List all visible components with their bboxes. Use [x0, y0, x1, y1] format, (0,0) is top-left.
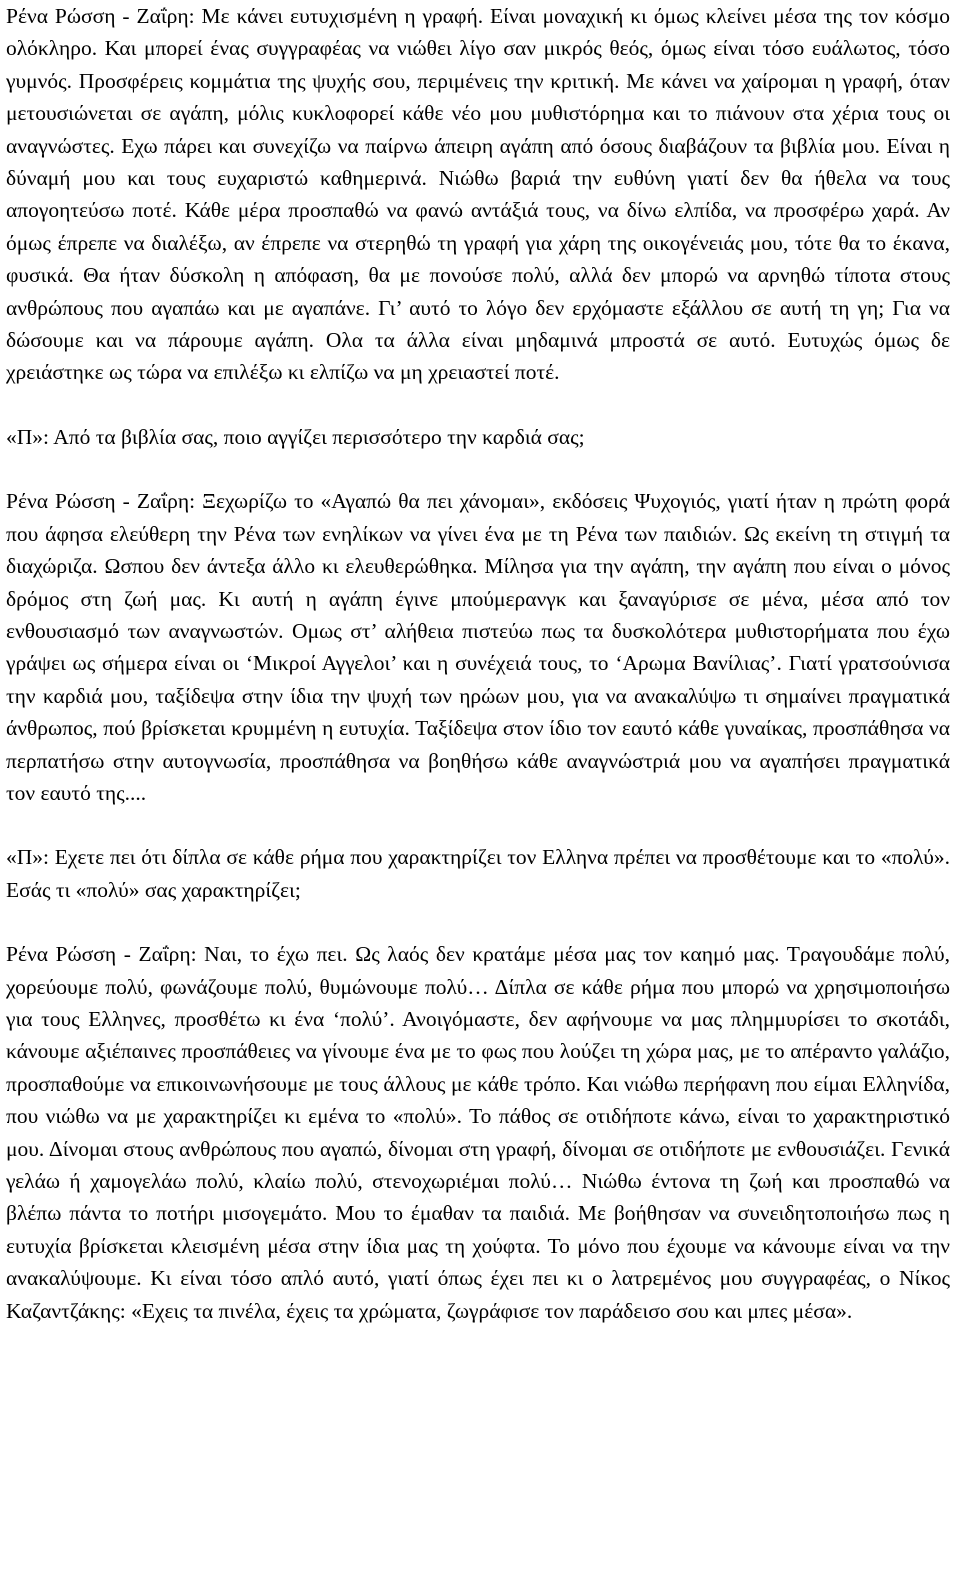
paragraph-spacer: [6, 453, 950, 485]
answer-paragraph-poly: Ρένα Ρώσση - Ζαΐρη: Ναι, το έχω πει. Ως λαός δεν κρατάμε μέσα μας τον καημό μας. Τραγουδάμε πολύ, χορεύουμε πολύ, φωνάζουμε πολύ, θυμώνουμε πολύ… Δίπλα σε κάθε ρήμα που μπορώ να χρησιμοποιήσω για τους Ελληνες, προσθέτω κι ένα ‘πολύ’. Ανοιγόμαστε, δεν αφήνουμε να μας πλημμυρίσει το σκοτάδι, κάνουμε αξιέπαινες προσπάθειες να γίνουμε ένα με το φως που λούζει τη χώρα μας, με το απέραντο γαλάζιο, προσπαθούμε να επικοινωνήσουμε με τους άλλους με κάθε τρόπο. Και νιώθω περήφανη που είμαι Ελληνίδα, που νιώθω να με χαρακτηρίζει κι εμένα το «πολύ». Το πάθος σε οτιδήποτε κάνω, είναι το χαρακτηριστικό μου. Δίνομαι στους ανθρώπους που αγαπώ, δίνομαι στη γραφή, δίνομαι σε οτιδήποτε με ενθουσιάζει. Γενικά γελάω ή χαμογελάω πολύ, κλαίω πολύ, στενοχωριέμαι πολύ… Νιώθω έντονα τη ζωή και προσπαθώ να βλέπω πάντα το ποτήρι μισογεμάτο. Μου το έμαθαν τα παιδιά. Με βοήθησαν να συνειδητοποιήσω πως η ευτυχία βρίσκεται κλεισμένη μέσα στην ίδια μας τη χούφτα. Το μόνο που έχουμε να κάνουμε είναι να την ανακαλύψουμε. Κι είναι τόσο απλό αυτό, γιατί όπως έχει πει κι ο λατρεμένος μου συγγραφέας, ο Νίκος Καζαντζάκης: «Εχεις τα πινέλα, έχεις τα χρώματα, ζωγράφισε τον παράδεισο σου και μπες μέσα».: [6, 942, 950, 1323]
paragraph-spacer: [6, 809, 950, 841]
document-page: [6, 0, 950, 1327]
answer-paragraph-writing: Ρένα Ρώσση - Ζαΐρη: Με κάνει ευτυχισμένη η γραφή. Είναι μοναχική κι όμως κλείνει μέσα της τον κόσμο ολόκληρο. Και μπορεί ένας συγγραφέας να νιώθει λίγο σαν μικρός θεός, όμως είναι τόσο ευάλωτος, τόσο γυμνός. Προσφέρεις κομμάτια της ψυχής σου, περιμένεις την κριτική. Με κάνει να χαίρομαι η γραφή, όταν μετουσιώνεται σε αγάπη, μόλις κυκλοφορεί κάθε νέο μου μυθιστόρημα και το πιάνουν στα χέρια τους οι αναγνώστες. Εχω πάρει και συνεχίζω να παίρνω άπειρη αγάπη από όσους διαβάζουν τα βιβλία μου. Είναι η δύναμή μου και τους ευχαριστώ καθημερινά. Νιώθω βαριά την ευθύνη γιατί δεν θα ήθελα να τους απογοητεύσω ποτέ. Κάθε μέρα προσπαθώ να φανώ αντάξιά τους, να δίνω ελπίδα, να προσφέρω χαρά. Αν όμως έπρεπε να διαλέξω, αν έπρεπε να στερηθώ τη γραφή για χάρη της οικογένειάς μου, τότε θα το έκανα, φυσικά. Θα ήταν δύσκολη η απόφαση, θα με πονούσε πολύ, αλλά δεν μπορώ να αρνηθώ τίποτα στους ανθρώπους που αγαπάω και με αγαπάνε. Γι’ αυτό το λόγο δεν ερχόμαστε εξάλλου σε αυτή τη γη; Για να δώσουμε και να πάρουμε αγάπη. Ολα τα άλλα είναι μηδαμινά μπροστά σε αυτό. Ευτυχώς όμως δε χρειάστηκε ως τώρα να επιλέξω κι ελπίζω να μη χρειαστεί ποτέ.: [6, 4, 950, 385]
paragraph-spacer: [6, 906, 950, 938]
question-paragraph-books: «Π»: Από τα βιβλία σας, ποιο αγγίζει περισσότερο την καρδιά σας;: [6, 424, 585, 449]
question-paragraph-poly: «Π»: Εχετε πει ότι δίπλα σε κάθε ρήμα που χαρακτηρίζει τον Ελληνα πρέπει να προσθέτουμε και το «πολύ». Εσάς τι «πολύ» σας χαρακτηρίζει;: [6, 845, 950, 902]
answer-paragraph-books: Ρένα Ρώσση - Ζαΐρη: Ξεχωρίζω το «Αγαπώ θα πει χάνομαι», εκδόσεις Ψυχογιός, γιατί ήταν η πρώτη φορά που άφησα ελεύθερη την Ρένα των ενηλίκων να γίνει ένα με τη Ρένα των παιδιών. Ως εκείνη τη στιγμή τα διαχώριζα. Ωσπου δεν άντεξα άλλο κι ελευθερώθηκα. Μίλησα για την αγάπη, την αγάπη που είναι ο μόνος δρόμος στη ζωή μας. Κι αυτή η αγάπη έγινε μπούμερανγκ και ξαναγύρισε σε μένα, μέσα από τον ενθουσιασμό των αναγνωστών. Ομως στ’ αλήθεια πιστεύω πως τα δυσκολότερα μυθιστορήματα που έχω γράψει ως σήμερα είναι οι ‘Μικροί Αγγελοι’ και η συνέχειά τους, το ‘Αρωμα Βανίλιας’. Γιατί γρατσούνισα την καρδιά μου, ταξίδεψα στην ίδια την ψυχή των ηρώων μου, για να ανακαλύψω τι σημαίνει πραγματικά άνθρωπος, πού βρίσκεται κρυμμένη η ευτυχία. Ταξίδεψα στον ίδιο τον εαυτό κάθε γυναίκας, προσπάθησα να περπατήσω στην αυτογνωσία, προσπάθησα να βοηθήσω κάθε αναγνώστριά μου να αγαπήσει πραγματικά τον εαυτό της....: [6, 489, 950, 805]
paragraph-spacer: [6, 389, 950, 421]
